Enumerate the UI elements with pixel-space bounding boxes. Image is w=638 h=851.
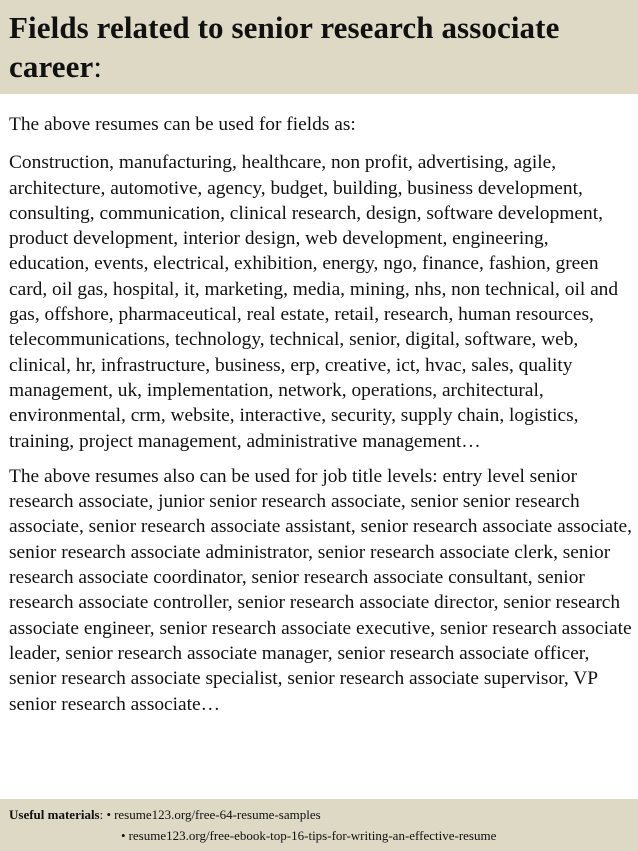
title-band xyxy=(0,0,638,94)
intro-text: The above resumes can be used for fields as: xyxy=(9,114,356,135)
bullet-icon: • xyxy=(121,828,126,843)
link-ebook-tips[interactable]: resume123.org/free-ebook-top-16-tips-for-writing-an-effective-resume xyxy=(128,828,497,843)
useful-materials-label: Useful materials xyxy=(9,807,100,822)
page-title-colon: : xyxy=(93,49,103,84)
useful-materials-colon: : xyxy=(99,807,104,822)
job-levels-text: The above resumes also can be used for job title levels: entry level senior research associate, junior senior research associate, senior senior research associate, senior research associate assistant, senior research associate associate, senior research associate administrator, senior research associate clerk, senior research associate coordinator, senior research associate consultant, senior research associate controller, senior research associate director, senior research associate engineer, senior research associate executive, senior research associate leader, senior research associate manager, senior research associate officer, senior research associate specialist, senior research associate supervisor, VP senior research associate… xyxy=(9,465,632,715)
page-title-text: Fields related to senior research associate career xyxy=(9,10,560,84)
footer-row-2 xyxy=(9,825,628,846)
main-content xyxy=(9,112,633,717)
footer-row-1 xyxy=(9,804,628,825)
bullet-icon: • xyxy=(106,807,112,822)
useful-materials-footer xyxy=(0,799,638,851)
link-resume-samples[interactable]: resume123.org/free-64-resume-samples xyxy=(114,807,321,822)
page-title xyxy=(9,8,628,86)
fields-list: Construction, manufacturing, healthcare, non profit, advertising, agile, architecture, automotive, agency, budget, building, business development, consulting, communication, clinical research, design, software development, product development, interior design, web development, engineering, education, events, electrical, exhibition, energy, ngo, finance, fashion, green card, oil gas, hospital, it, marketing, media, mining, nhs, non technical, oil and gas, offshore, pharmaceutical, real estate, retail, research, human resources, telecommunications, technology, technical, senior, digital, software, web, clinical, hr, infrastructure, business, erp, creative, ict, hvac, sales, quality management, uk, implementation, network, operations, architectural, environmental, crm, website, interactive, security, supply chain, logistics, training, project management, administrative management… xyxy=(9,152,619,452)
